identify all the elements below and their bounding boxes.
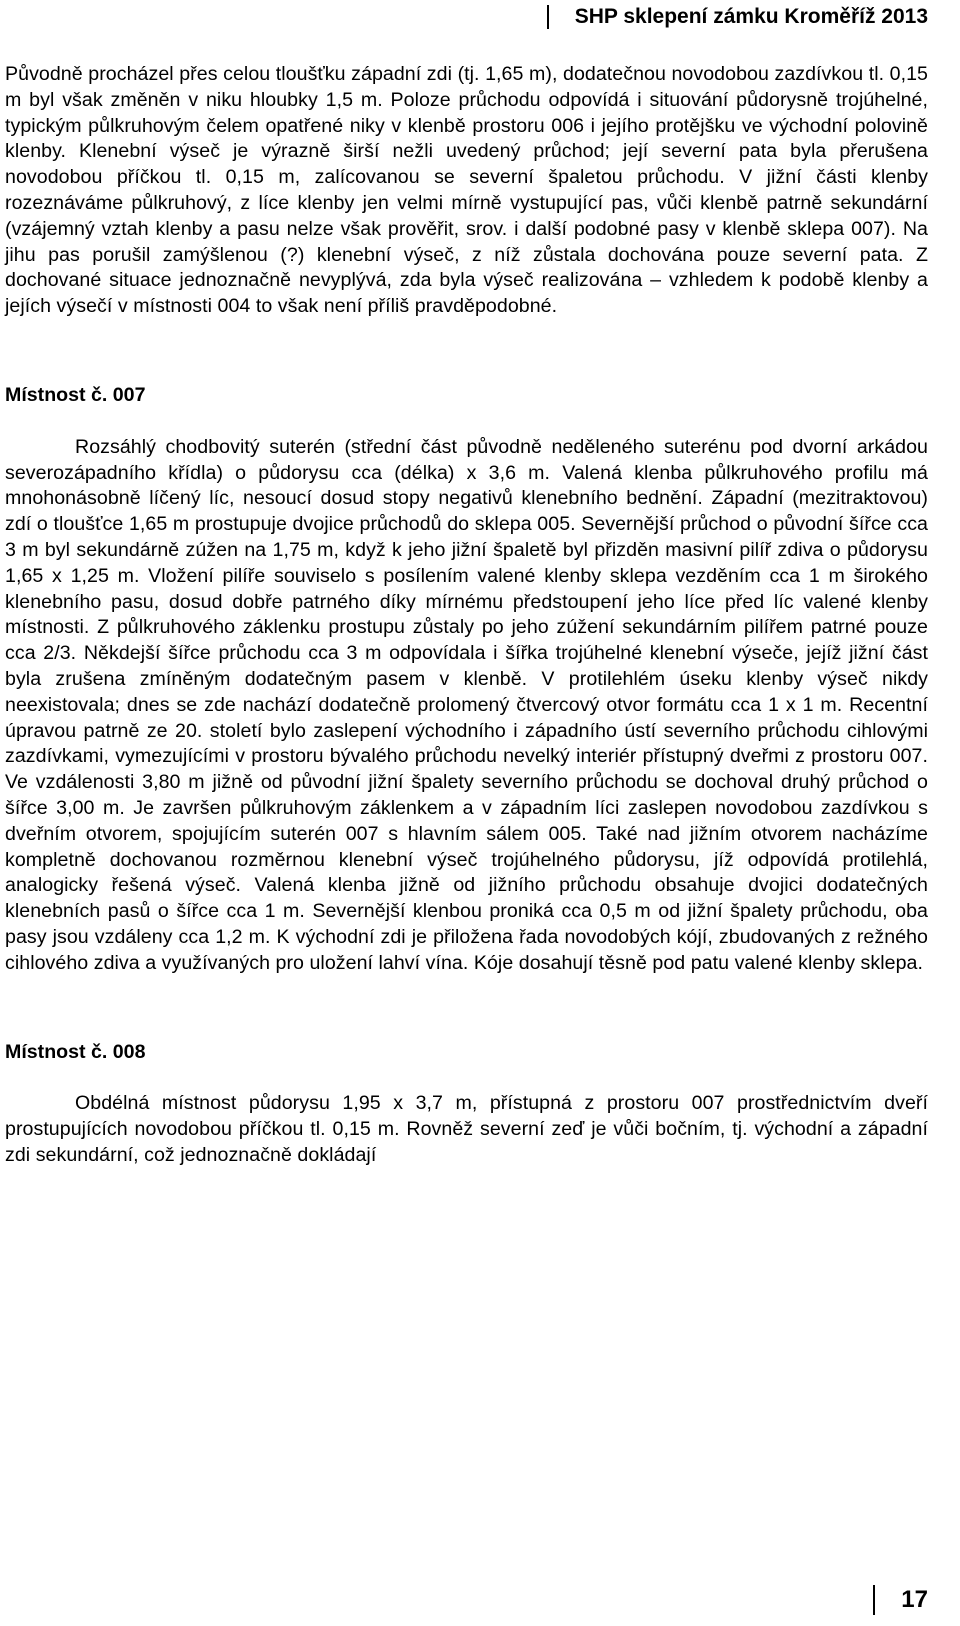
paragraph-room-008: Obdélná místnost půdorysu 1,95 x 3,7 m, přístupná z prostoru 007 prostřednictvím dveří prostupujících novodobou příčkou tl. 0,15 m. Rovněž severní zeď je vůči bočním, tj. východní a západní zdi sekundární, což jednoznačně dokládají bbox=[5, 1092, 928, 1166]
page-number: 17 bbox=[901, 1586, 928, 1613]
paragraph-room-006-continued: Původně procházel přes celou tloušťku západní zdi (tj. 1,65 m), dodatečnou novodobou zazdívkou tl. 0,15 m byl však změněn v niku hloubky 1,5 m. Poloze průchodu odpovídá i situování půdorysně trojúhelné, typickým půlkruhovým čelem opatřené niky v klenbě prostoru 006 i jejího protějšku ve východní polovině klenby. Klenební výseč je výrazně širší nežli uvedený průchod; její severní pata byla přerušena novodobou příčkou tl. 0,15 m, zalícovanou se severní špaletou průchodu. V jižní části klenby rozeznáváme půlkruhový, z líce klenby jen velmi mírně vystupující pas, vůči klenbě patrně sekundární (vzájemný vztah klenby a pasu nelze však prověřit, srov. i další podobné pasy v klenbě sklepa 007). Na jihu pas porušil zamýšlenou (?) klenební výseč, z níž zůstala dochována pouze severní pata. Z dochované situace jednoznačně nevyplývá, zda byla výseč realizována – vzhledem k podobě klenby a jejích výsečí v místnosti 004 to však není příliš pravděpodobné. bbox=[5, 63, 928, 318]
header-title: SHP sklepení zámku Kroměříž 2013 bbox=[574, 5, 928, 28]
footer-divider bbox=[873, 1585, 875, 1615]
heading-room-008: Místnost č. 008 bbox=[5, 1040, 146, 1063]
document-body bbox=[5, 62, 928, 1169]
page-footer bbox=[873, 1584, 928, 1616]
paragraph-room-007: Rozsáhlý chodbovitý suterén (střední část původně neděleného suterénu pod dvorní arkádou severozápadního křídla) o půdorysu cca (délka) x 3,6 m. Valená klenba půlkruhového profilu má mnohonásobně líčený líc, nesoucí dosud stopy negativů klenebního bednění. Západní (mezitraktovou) zdí o tloušťce 1,65 m prostupuje dvojice průchodů do sklepa 005. Severnější průchod o původní šířce cca 3 m byl sekundárně zúžen na 1,75 m, když k jeho jižní špaletě byl přizděn masivní pilíř zdiva o půdorysu 1,65 x 1,25 m. Vložení pilíře souviselo s posílením valené klenby sklepa vezděním cca 1 m širokého klenebního pasu, dosud dobře patrného díky mírnému předstoupení jeho líce před líc valené klenby místnosti. Z půlkruhového záklenku prostupu zůstaly po jeho zúžení sekundárním pilířem patrné pouze cca 2/3. Někdejší šířce průchodu cca 3 m odpovídala i šířka trojúhelné klenební výseče, jejíž jižní část byla zrušena zmíněným dodatečným pasem v klenbě. V protilehlém úseku klenby výseč nikdy neexistovala; dnes se zde nachází dodatečně prolomený čtvercový otvor formátu cca 1 x 1 m. Recentní úpravou patrně ze 20. století bylo zaslepení východního i západního ústí severního průchodu cihlovými zazdívkami, vymezujícími v prostoru bývalého průchodu nevelký interiér přístupný dveřmi z prostoru 007. Ve vzdálenosti 3,80 m jižně od původní jižní špalety severního průchodu se dochoval druhý průchod o šířce 3,00 m. Je završen půlkruhovým záklenkem a v západním líci zaslepen novodobou zazdívkou s dveřním otvorem, spojujícím suterén 007 s hlavním sálem 005. Také nad jižním otvorem nacházíme kompletně dochovanou rozměrnou klenební výseč trojúhelného půdorysu, jíž odpovídá protilehlá, analogicky řešená výseč. Valená klenba jižně od jižního průchodu obsahuje dvojici dodatečných klenebních pasů o šířce cca 1 m. Severnější klenbou proniká cca 0,5 m od jižní špalety průchodu, oba pasy jsou vzdáleny cca 1,2 m. K východní zdi je přiložena řada novodobých kójí, zbudovaných z režného cihlového zdiva a využívaných pro uložení lahví vína. Kóje dosahují těsně pod patu valené klenby sklepa. bbox=[5, 435, 928, 974]
heading-room-007: Místnost č. 007 bbox=[5, 383, 146, 406]
header-divider bbox=[547, 5, 549, 29]
page-header bbox=[547, 0, 928, 34]
